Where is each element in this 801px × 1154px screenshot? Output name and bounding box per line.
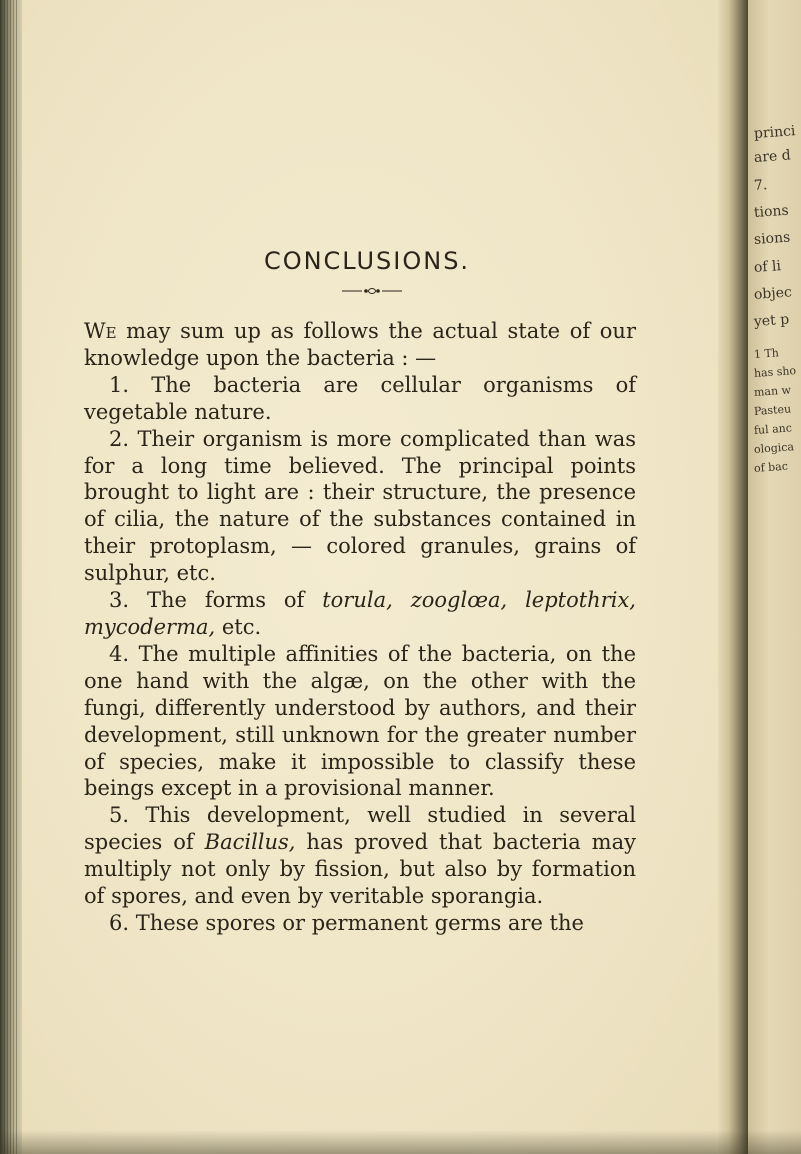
facing-fragment: of bac [753, 459, 789, 475]
facing-fragment: yet p [753, 311, 790, 330]
conclusion-1: 1. The bacteria are cellular organisms of vegetable nature. [84, 372, 636, 424]
book-gutter [718, 0, 748, 1154]
conclusion-3-tail: etc. [215, 614, 262, 639]
facing-fragment: sions [753, 229, 791, 248]
intro-lead-word: We [84, 319, 117, 343]
conclusion-2: 2. Their organism is more complicated than was for a long time believed. The principal points brought to light are : their structure, the presence of cilia, the nature of the substances contained in their protoplasm, — colored granules, grains of sulphur, etc. [84, 426, 636, 586]
facing-fragment: objec [753, 284, 793, 303]
conclusion-3 [84, 587, 636, 641]
conclusion-4: 4. The multiple affinities of the bacteria, on the one hand with the algæ, on the other with the fungi, differently understood by authors, and their development, still unknown for the greater number of species, make it impossible to classify these beings except in a provisional manner. [84, 641, 636, 801]
conclusion-5-lead: 5. This development, well studied in several species of [84, 803, 636, 855]
page-title: CONCLUSIONS. [263, 247, 471, 275]
facing-fragment: ful anc [753, 421, 793, 437]
facing-fragment: princi [753, 123, 796, 142]
conclusion-5-italic: Bacillus, [204, 830, 296, 855]
facing-fragment: Pasteu [753, 402, 792, 418]
intro-paragraph [84, 318, 636, 372]
bottom-edge-shadow [0, 1130, 801, 1154]
facing-fragment: tions [753, 202, 790, 221]
conclusion-5 [84, 802, 636, 910]
facing-fragment: of li [753, 258, 782, 276]
intro-text: may sum up as follows the actual state of our knowledge upon the bacteria : — [84, 319, 636, 370]
conclusion-3-italic: torula, zooglœa, leptothrix, mycoderma, [84, 588, 636, 639]
conclusions-text [84, 318, 636, 937]
facing-fragment: are d [753, 147, 792, 166]
facing-fragment: ologica [753, 440, 795, 456]
left-book-edge-texture [4, 0, 18, 1154]
conclusion-3-lead: 3. The forms of [109, 588, 323, 613]
conclusion-6: 6. These spores or permanent germs are the [109, 910, 584, 935]
facing-fragment: 1 Th [753, 346, 780, 361]
facing-fragment: has sho [753, 364, 797, 380]
facing-page-edge [748, 0, 801, 1154]
title-ornament [342, 286, 402, 296]
facing-fragment: man w [753, 383, 792, 399]
facing-fragment: 7. [753, 177, 768, 194]
conclusion-5-tail: has proved that bacteria may multiply not only by fission, but also by formation of spores, and even by veritable sporangia. [84, 830, 636, 909]
